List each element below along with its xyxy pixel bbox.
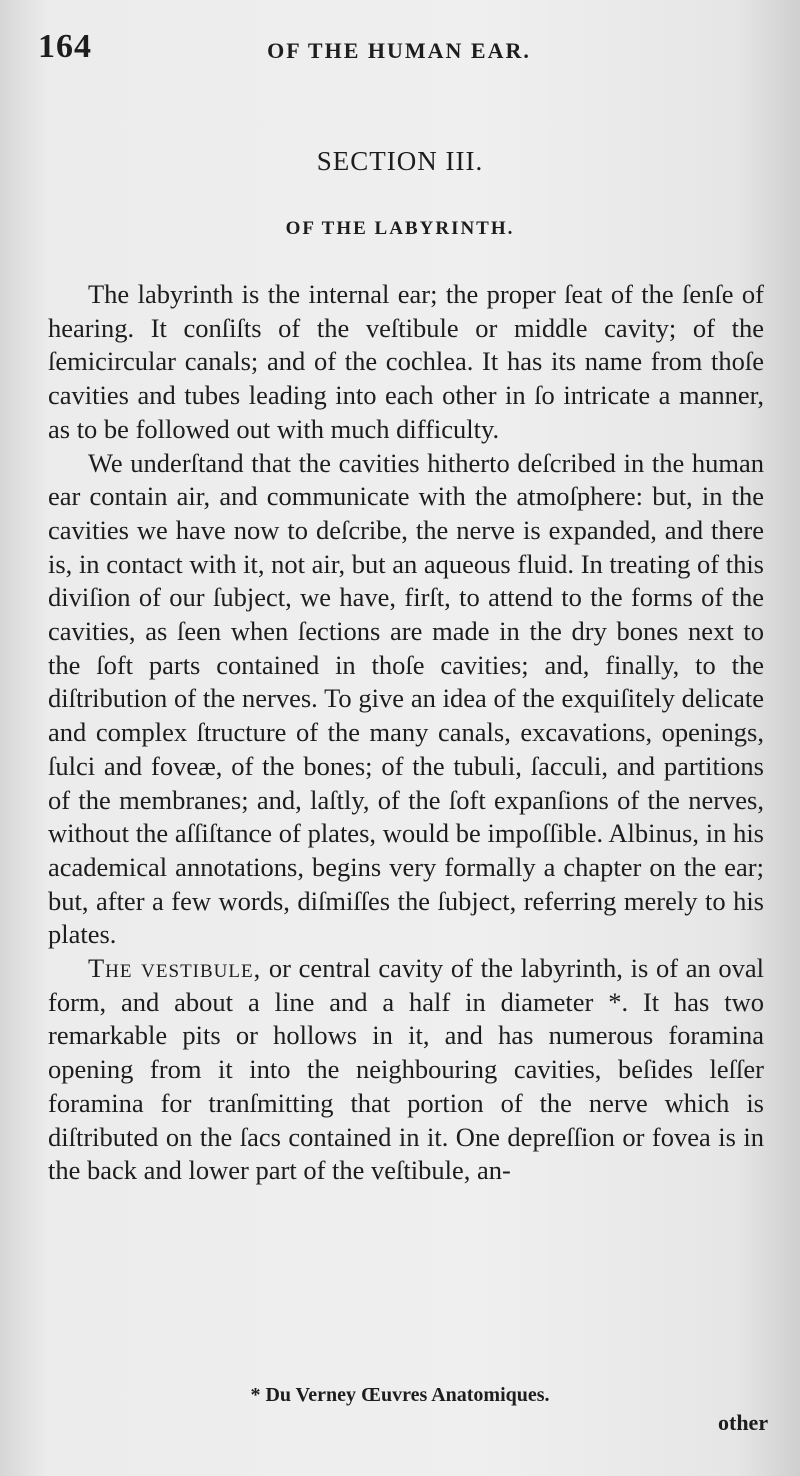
paragraph-1: The labyrinth is the internal ear; the proper ſeat of the ſenſe of hearing. It conſiſts of the veſtibule or middle cavity; of the ſemicircular canals; and of the cochlea. It has its name from thoſe cavities and tubes leading into each other in ſo intricate a manner, as to be followed out with much difficulty. bbox=[48, 279, 764, 444]
paragraph-3 bbox=[48, 952, 764, 1188]
section-subheading: OF THE LABYRINTH. bbox=[285, 218, 515, 239]
body-text bbox=[48, 278, 764, 1188]
section-heading: SECTION III. bbox=[316, 146, 484, 176]
paragraph-3-lead: The vestibule, bbox=[88, 953, 262, 984]
running-head bbox=[38, 28, 760, 68]
catchword: other bbox=[718, 1410, 769, 1435]
paragraph-2: We underſtand that the cavities hitherto deſcribed in the human ear contain air, and communicate with the atmoſphere: but, in the cavities we have now to deſcribe, the nerve is expanded, and there is, in contact with it, not air, but an aqueous fluid. In treating of this diviſion of our ſubject, we have, firſt, to attend to the forms of the cavities, as ſeen when ſections are made in the dry bones next to the ſoft parts contained in thoſe cavities; and, finally, to the diſtribution of the nerves. To give an idea of the exquiſitely delicate and complex ſtructure of the many canals, excavations, openings, ſulci and foveæ, of the bones; of the tubuli, ſacculi, and partitions of the membranes; and, laſtly, of the ſoft expanſions of the nerves, without the aſſiſtance of plates, would be impoſſible. Albinus, in his academical annotations, begins very formally a chapter on the ear; but, after a few words, diſmiſſes the ſubject, referring merely to his plates. bbox=[48, 447, 764, 950]
paragraph-3-text: or central cavity of the labyrinth, is of an oval form, and about a line and a half in diameter *. It has two remarkable pits or hollows in it, and has numerous foramina opening from it into the neighbouring cavities, beſides leſſer foramina for tranſmitting that portion of the nerve which is diſtributed on the ſacs contained in it. One depreſſion or fovea is in the back and lower part of the veſtibule, an- bbox=[48, 953, 764, 1186]
running-title: OF THE HUMAN EAR. bbox=[267, 38, 531, 63]
footnote: * Du Verney Œuvres Anatomiques. bbox=[250, 1384, 550, 1406]
page-number: 164 bbox=[38, 28, 92, 65]
